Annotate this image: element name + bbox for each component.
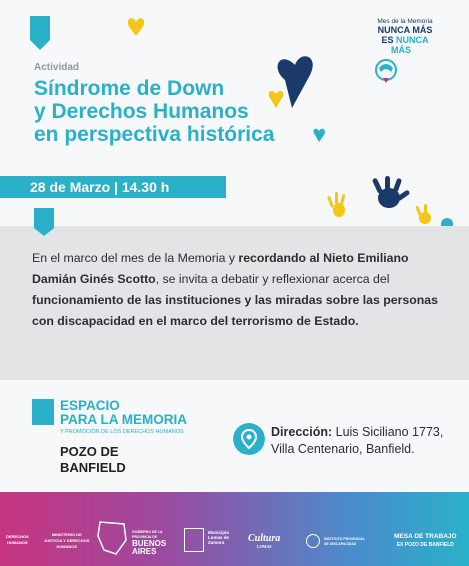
event-poster: Actividad Síndrome de Down y Derechos Humanos en perspectiva histórica Mes de la Memoria NUNCA MÁS ES NUNCA MÁS 28 de Marzo | 14.30 h En el marco del mes de la Memoria y recordando al Nieto Emiliano Damián Ginés Scotto, se invita a debatir y reflexionar acerca del funcionamiento de las instituciones y las miradas sobre las personas con discapacidad en el marco del terrorismo de Estado. ESPACIO PARA LA MEMORIA Y PROMOCIÓN DE LOS DERECHOS HUMANOS POZO DE BANFIELD Dirección: Luis Siciliano 1773, Villa Centenario, Banfield. DERECHOS HUMANOS MINISTERIO DE JUSTICIA Y DERECHOS HUMANOS GOBIERNO DE LA PROVINCIA DE BUENOS AIRES Municipio Lomas de Zamora Cultura LOMAS INSTITUTO PROVINCIAL DE DISCAPACIDAD MESA DE TRABAJO EX POZO DE BANFIELD <box>0 0 469 566</box>
lomas-badge-icon <box>184 528 204 552</box>
sponsor-logo-ddhh: DERECHOS HUMANOS <box>6 534 29 545</box>
date-time-bar: 28 de Marzo | 14.30 h <box>0 176 226 198</box>
venue-name: POZO DE BANFIELD <box>60 444 126 475</box>
bookmark-tab-icon <box>30 16 50 50</box>
location-pin-icon <box>233 423 265 455</box>
sponsor-logo-ministerio: MINISTERIO DE JUSTICIA Y DERECHOS HUMANOS <box>44 532 90 549</box>
province-map-icon <box>96 520 128 556</box>
headscarf-icon <box>373 58 399 84</box>
sponsor-logo-lomas: Municipio Lomas de Zamora <box>208 530 230 545</box>
institute-icon <box>306 534 320 548</box>
category-label: Actividad <box>34 62 80 73</box>
footer-sponsors-bar <box>0 492 469 566</box>
description-panel <box>0 226 469 380</box>
handprints-icon <box>325 176 455 230</box>
bookmark-tab-icon <box>34 208 54 236</box>
title-line-1: Síndrome de Down <box>34 77 225 100</box>
sponsor-logo-instituto: INSTITUTO PROVINCIAL DE DISCAPACIDAD <box>324 537 365 546</box>
hearts-icon <box>120 10 340 160</box>
title-line-2: y Derechos Humanos <box>34 100 249 123</box>
sponsor-logo-cultura: Cultura LOMAS <box>248 533 281 549</box>
building-icon <box>32 399 54 425</box>
sponsor-logo-provincia: GOBIERNO DE LA PROVINCIA DE BUENOS AIRES <box>132 530 167 556</box>
title-line-3: en perspectiva histórica <box>34 123 275 146</box>
address-text: Dirección: Luis Siciliano 1773, Villa Centenario, Banfield. <box>271 425 444 456</box>
sponsor-logo-mesa: MESA DE TRABAJO EX POZO DE BANFIELD <box>394 533 457 548</box>
nunca-mas-logo: Mes de la Memoria NUNCA MÁS ES NUNCA MÁS <box>363 18 447 55</box>
description-text: En el marco del mes de la Memoria y recordando al Nieto Emiliano Damián Ginés Scotto, se invita a debatir y reflexionar acerca del funcionamiento de las instituciones y las miradas sobre las personas con discapacidad en el marco del terrorismo de Estado. <box>32 251 438 328</box>
